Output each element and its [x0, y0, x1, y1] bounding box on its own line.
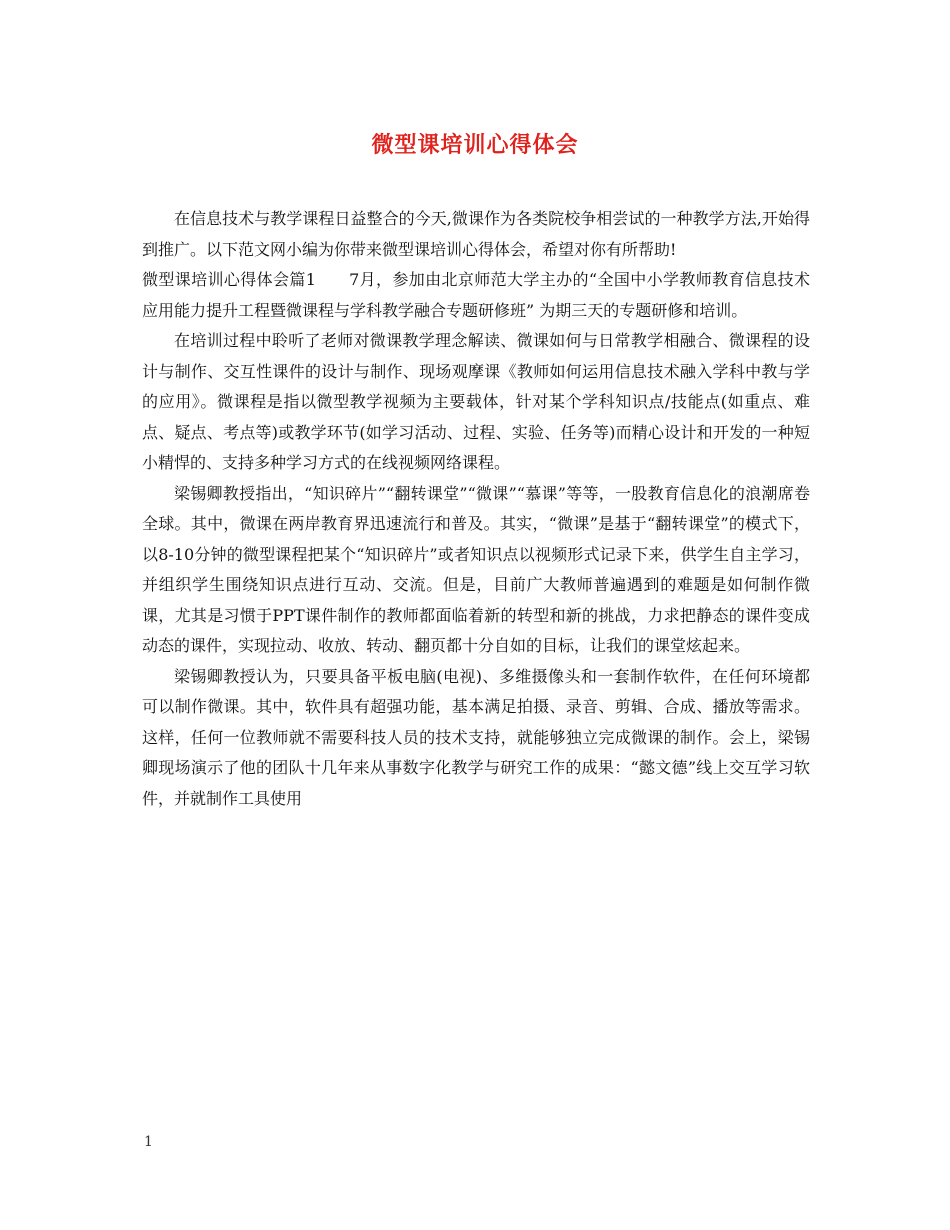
paragraph-professor-point: 梁锡卿教授指出，“知识碎片”“翻转课堂”“微课”“慕课”等等，一股教育信息化的浪潮席卷全球。其中，微课在两岸教育界迅速流行和普及。其实，“微课”是基于“翻转课堂”的模式下，以8-10分钟的微型课程把某个“知识碎片”或者知识点以视频形式记录下来，供学生自主学习，并组织学生围绕知识点进行互动、交流。但是，目前广大教师普遍遇到的难题是如何制作微课，尤其是习惯于PPT课件制作的教师都面临着新的转型和新的挑战，力求把静态的课件变成动态的课件，实现拉动、收放、转动、翻页都十分自如的目标，让我们的课堂炫起来。 [142, 483, 810, 655]
page-title: 微型课培训心得体会 [371, 132, 579, 158]
document-body [142, 204, 810, 814]
paragraph-training-content: 在培训过程中聆听了老师对微课教学理念解读、微课如何与日常教学相融合、微课程的设计与制作、交互性课件的设计与制作、现场观摩课《教师如何运用信息技术融入学科中教与学的应用》。微课程是指以微型教学视频为主要载体，针对某个学科知识点/技能点(如重点、难点、疑点、考点等)或教学环节(如学习活动、过程、实验、任务等)而精心设计和开发的一种短小精悍的、支持多种学习方式的在线视频网络课程。 [142, 331, 810, 472]
paragraph-professor-view: 梁锡卿教授认为，只要具备平板电脑(电视)、多维摄像头和一套制作软件，在任何环境都可以制作微课。其中，软件具有超强功能，基本满足拍摄、录音、剪辑、合成、播放等需求。这样，任何一位教师就不需要科技人员的技术支持，就能够独立完成微课的制作。会上，梁锡卿现场演示了他的团队十几年来从事数字化教学与研究工作的成果：“懿文德”线上交互学习软件，并就制作工具使用 [142, 666, 810, 808]
page-number: 1 [144, 1134, 153, 1150]
paragraph-intro: 在信息技术与教学课程日益整合的今天,微课作为各类院校争相尝试的一种教学方法,开始得到推广。以下范文网小编为你带来微型课培训心得体会，希望对你有所帮助! [142, 209, 810, 259]
paragraph-section-1: 微型课培训心得体会篇1 7月，参加由北京师范大学主办的“全国中小学教师教育信息技术应用能力提升工程暨微课程与学科教学融合专题研修班” 为期三天的专题研修和培训。 [142, 270, 810, 320]
